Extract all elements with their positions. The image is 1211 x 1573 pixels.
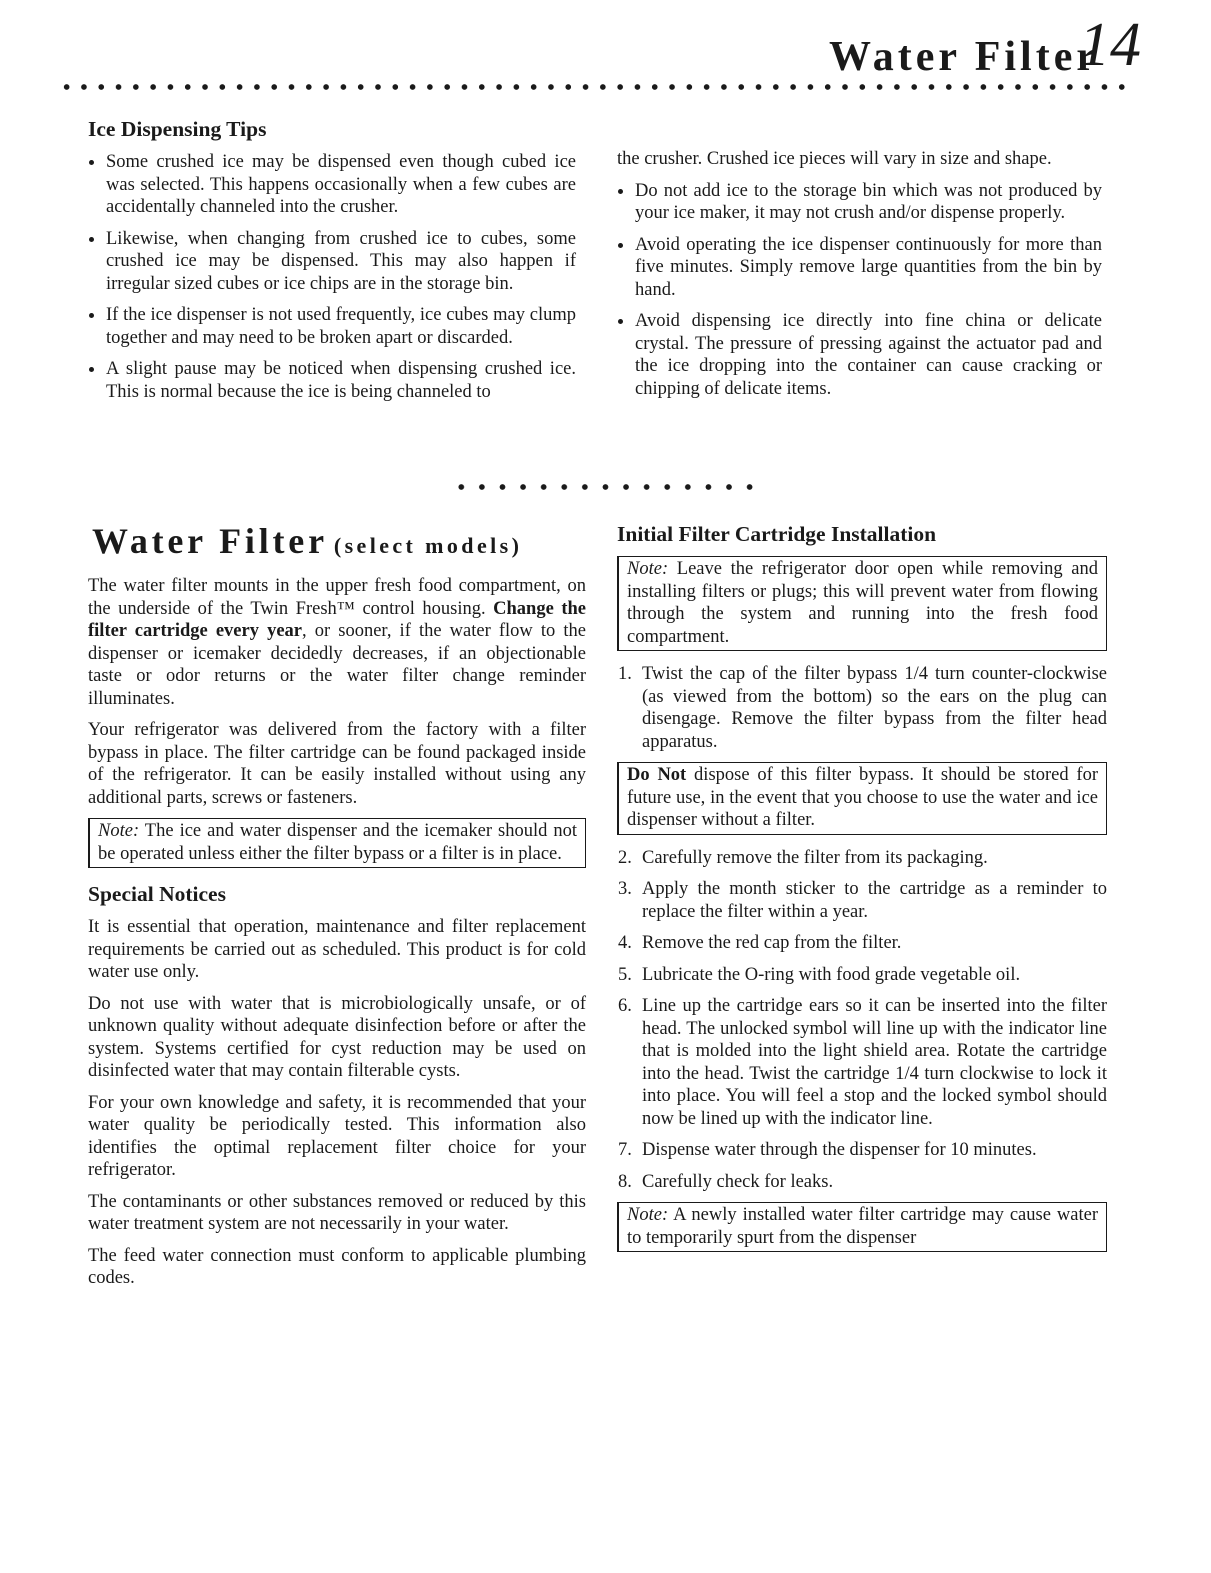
ice-tips-left-column (88, 115, 576, 412)
page-header (0, 0, 1211, 100)
installation-steps (617, 663, 1107, 753)
water-filter-left-column (88, 520, 586, 1299)
note-label: Note: (98, 821, 140, 841)
installation-column (617, 520, 1107, 1264)
bullet-icon (89, 367, 94, 372)
note-box-door-open: Note: Leave the refrigerator door open while removing and installing filters or plugs; this will prevent water from flowing through the system and running into the fresh food compartment. (617, 556, 1107, 651)
bullet-icon (618, 243, 623, 248)
water-filter-title: Water Filter (92, 521, 328, 561)
note-box-do-not-dispose: Do Not dispose of this filter bypass. It should be stored for future use, in the event that you choose to use the water and ice dispenser without a filter. (617, 762, 1107, 835)
installation-steps-continued (617, 847, 1107, 1194)
bullet-icon (89, 313, 94, 318)
ice-tip-item: Avoid dispensing ice directly into fine china or delicate crystal. The pressure of pressing against the actuator pad and the ice dropping into the container can cause cracking or chipping of delicate items. (617, 310, 1102, 400)
special-notices-heading: Special Notices (88, 882, 226, 906)
installation-step: 6. Line up the cartridge ears so it can be inserted into the filter head. The unlocked symbol will line up with the indicator line that is molded into the light shield area. Rotate the cartridge into the head. Twist the cartridge 1/4 turn clockwise to lock it into place. You will feel a stop and the locked symbol should now be lined up with the indicator line. (618, 996, 1107, 1129)
ice-tips-list-continued (617, 180, 1102, 401)
header-diamond-rule (58, 82, 1129, 92)
installation-step: 3. Apply the month sticker to the cartridge as a reminder to replace the filter within a year. (618, 879, 1107, 922)
change-filter-emphasis: Change the filter cartridge every year (88, 598, 586, 641)
installation-step: 2. Carefully remove the filter from its packaging. (618, 847, 988, 868)
installation-step: 8. Carefully check for leaks. (618, 1171, 834, 1192)
special-notice-paragraph: The contaminants or other substances removed or reduced by this water treatment system are not necessarily in your water. (88, 1191, 586, 1234)
filter-bypass-paragraph: Your refrigerator was delivered from the factory with a filter bypass in place. The filter cartridge can be found packaged inside of the refrigerator. It can be easily installed without using any additional parts, screws or fasteners. (88, 720, 586, 808)
note-box-spurt: Note: A newly installed water filter cartridge may cause water to temporarily spurt from the dispenser (617, 1202, 1107, 1252)
note-box-dispenser: Note: The ice and water dispenser and the icemaker should not be operated unless either the filter bypass or a filter is in place. (88, 818, 586, 868)
ice-tips-right-column (617, 148, 1102, 409)
ice-tip-item: If the ice dispenser is not used frequently, ice cubes may clump together and may need to be broken apart or discarded. (88, 304, 576, 349)
installation-step: 1. Twist the cap of the filter bypass 1/4 turn counter-clockwise (as viewed from the bottom) so the ears on the plug can disengage. Remove the filter bypass from the filter head apparatus. (618, 664, 1107, 752)
ice-tips-list (88, 151, 576, 403)
ice-tip-item: Do not add ice to the storage bin which was not produced by your ice maker, it may not crush and/or dispense properly. (617, 180, 1102, 225)
note-label: Note: (627, 559, 669, 579)
special-notice-paragraph: It is essential that operation, maintenance and filter replacement requirements be carried out as scheduled. This product is for cold water use only. (88, 917, 586, 982)
installation-step: 7. Dispense water through the dispenser for 10 minutes. (618, 1140, 1037, 1160)
special-notice-paragraph: The feed water connection must conform to applicable plumbing codes. (88, 1245, 586, 1288)
section-diamond-divider (451, 482, 761, 492)
special-notice-paragraph: For your own knowledge and safety, it is recommended that your water quality be periodically tested. This information also identifies the optimal replacement filter choice for your refrigerator. (88, 1092, 586, 1180)
installation-step: 5. Lubricate the O-ring with food grade vegetable oil. (618, 964, 1021, 985)
water-filter-intro: The water filter mounts in the upper fresh food compartment, on the underside of the Twin Fresh™ control housing. Change the filter cartridge every year, or sooner, if the water flow to the dispenser or icemaker decidedly decreases, if an objectionable taste or odor returns or the water filter change reminder illuminates. (88, 576, 586, 709)
bullet-icon (618, 189, 623, 194)
installation-heading: Initial Filter Cartridge Installation (617, 522, 937, 546)
ice-tip-item: Likewise, when changing from crushed ice to cubes, some crushed ice may be dispensed. This may also happen if irregular sized cubes or ice chips are in the storage bin. (88, 228, 576, 296)
ice-tip-continuation: the crusher. Crushed ice pieces will vary in size and shape. (617, 149, 1052, 169)
ice-tip-item: Some crushed ice may be dispensed even though cubed ice was selected. This happens occasionally when a few cubes are accidentally channeled into the crusher. (88, 151, 576, 219)
page-number: 14 (1079, 11, 1141, 79)
ice-tip-item: Avoid operating the ice dispenser continuously for more than five minutes. Simply remove large quantities from the bin by hand. (617, 234, 1102, 302)
water-filter-subtitle: (select models) (333, 533, 523, 558)
header-title: Water Filter (829, 34, 1099, 80)
do-not-label: Do Not (627, 765, 687, 785)
bullet-icon (89, 237, 94, 242)
water-filter-heading (92, 520, 586, 569)
note-label: Note: (627, 1205, 669, 1225)
special-notice-paragraph: Do not use with water that is microbiologically unsafe, or of unknown quality without adequate disinfection before or after the system. Systems certified for cyst reduction may be used on disinfected water that may contain filterable cysts. (88, 993, 586, 1081)
ice-tip-item: A slight pause may be noticed when dispensing crushed ice. This is normal because the ice is being channeled to (88, 358, 576, 403)
bullet-icon (89, 160, 94, 165)
bullet-icon (618, 319, 623, 324)
ice-tips-heading: Ice Dispensing Tips (88, 117, 267, 141)
installation-step: 4. Remove the red cap from the filter. (618, 933, 902, 953)
